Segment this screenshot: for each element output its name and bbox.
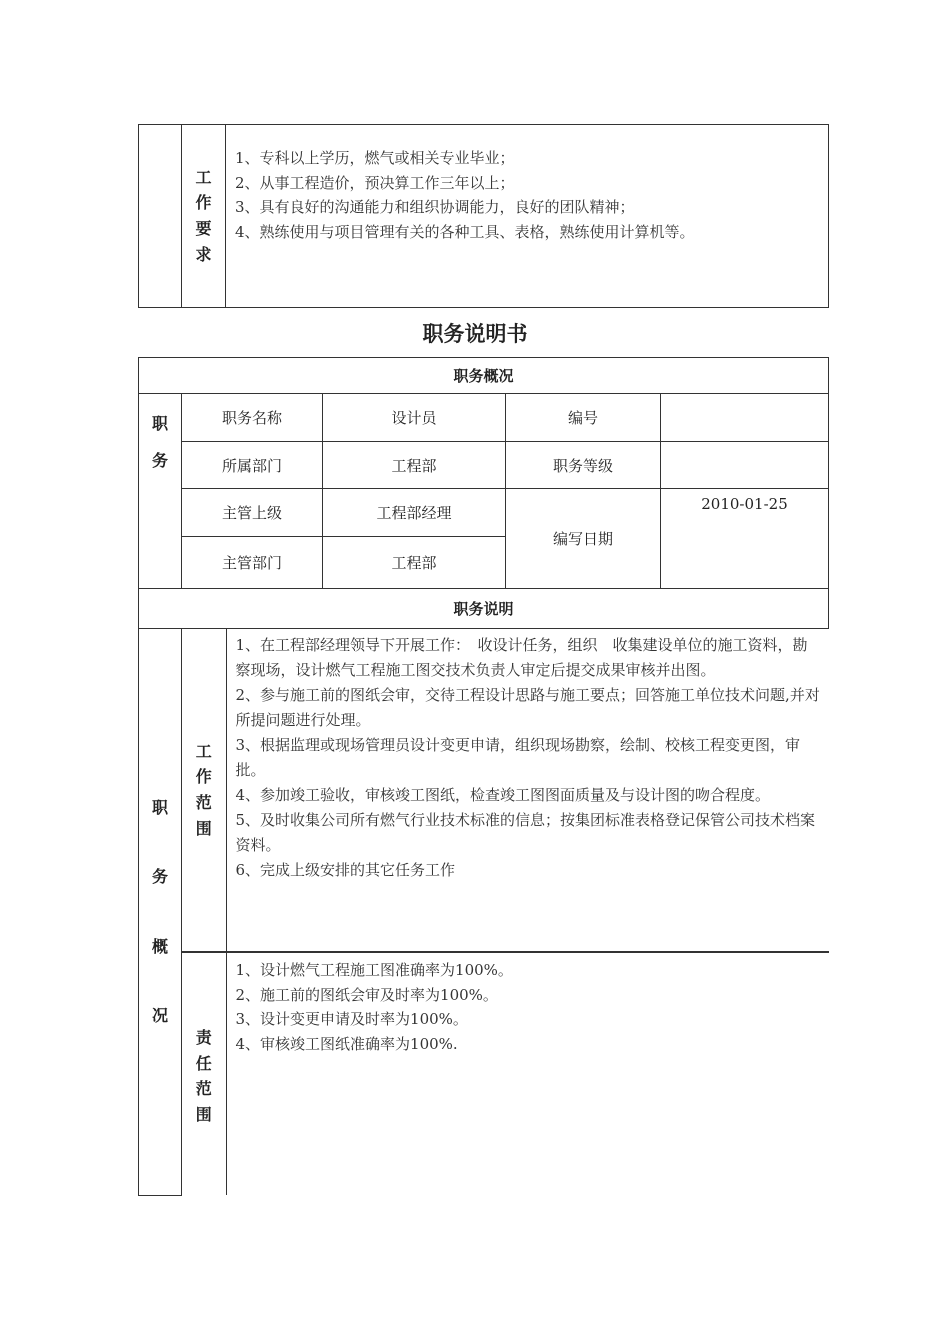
responsibility-item: 2、施工前的图纸会审及时率为100%。 xyxy=(235,985,498,1004)
job-grade-label: 职务等级 xyxy=(506,442,661,489)
responsibility-item: 1、设计燃气工程施工图准确率为100%。 xyxy=(235,961,513,979)
supervising-dept-value: 工程部 xyxy=(323,537,506,589)
work-scope-item: 6、完成上级安排的其它任务工作 xyxy=(235,861,456,879)
requirements-blank-cell xyxy=(139,125,182,308)
superior-label: 主管上级 xyxy=(182,489,323,537)
responsibility-item: 3、设计变更申请及时率为100%。 xyxy=(235,1010,468,1028)
work-scope-item: 2、参与施工前的图纸会审，交待工程设计思路与施工要点；回答施工单位技术问题,并对所提问题进行处理。 xyxy=(235,686,820,729)
requirement-item: 1、专科以上学历，燃气或相关专业毕业； xyxy=(235,149,515,167)
department-label: 所属部门 xyxy=(182,442,323,489)
supervising-dept-label: 主管部门 xyxy=(182,537,323,589)
job-grade-value xyxy=(661,442,829,489)
description-header: 职务说明 xyxy=(139,589,829,629)
overview-header: 职务概况 xyxy=(139,358,829,394)
responsibility-label: 责 任 范 围 xyxy=(182,953,226,1196)
work-scope-table xyxy=(182,629,829,952)
work-scope-item: 4、参加竣工验收，审核竣工图纸，检查竣工图图面质量及与设计图的吻合程度。 xyxy=(235,786,771,804)
responsibility-table xyxy=(182,952,829,1195)
work-scope-list xyxy=(226,629,829,952)
job-name-value: 设计员 xyxy=(323,394,506,442)
requirement-item: 4、熟练使用与项目管理有关的各种工具、表格，熟练使用计算机等。 xyxy=(235,222,695,241)
write-date-label: 编写日期 xyxy=(506,489,661,589)
job-description-table xyxy=(138,357,829,1196)
write-date-value: 2010-01-25 xyxy=(661,489,829,589)
requirements-list xyxy=(226,125,829,308)
requirement-item: 3、具有良好的沟通能力和组织协调能力，良好的团队精神； xyxy=(235,198,635,216)
requirements-table xyxy=(138,124,829,308)
work-scope-label: 工 作 范 围 xyxy=(182,629,226,952)
description-side-label: 职 务 概 况 xyxy=(139,629,182,1196)
work-scope-item: 5、及时收集公司所有燃气行业技术标准的信息；按集团标准表格登记保管公司技术档案资料。 xyxy=(235,811,816,854)
overview-side-label: 职 务 xyxy=(139,394,182,589)
job-name-label: 职务名称 xyxy=(182,394,323,442)
work-scope-item: 1、在工程部经理领导下开展工作： 收设计任务，组织 收集建设单位的施工资料，勘察现场，设计燃气工程施工图交技术负责人审定后提交成果审核并出图。 xyxy=(235,636,808,679)
requirements-label: 工 作 要 求 xyxy=(182,125,226,308)
department-value: 工程部 xyxy=(323,442,506,489)
job-number-label: 编号 xyxy=(506,394,661,442)
work-scope-item: 3、根据监理或现场管理员设计变更申请，组织现场勘察，绘制、校核工程变更图，审批。 xyxy=(235,736,801,779)
responsibility-item: 4、审核竣工图纸准确率为100%. xyxy=(235,1034,458,1053)
job-number-value xyxy=(661,394,829,442)
document-title: 职务说明书 xyxy=(422,322,528,346)
superior-value: 工程部经理 xyxy=(323,489,506,537)
requirement-item: 2、从事工程造价，预决算工作三年以上； xyxy=(235,173,515,192)
responsibility-list xyxy=(226,953,829,1196)
